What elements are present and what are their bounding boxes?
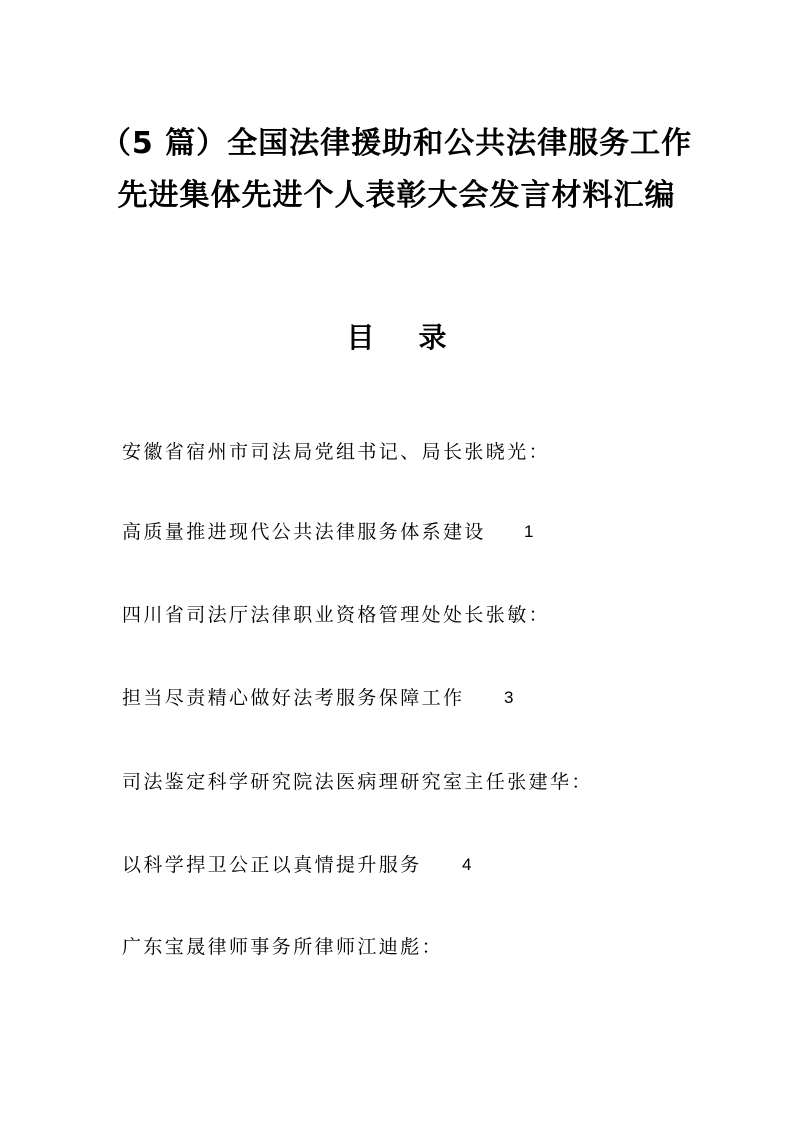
toc-speaker-1: 安徽省宿州市司法局党组书记、局长张晓光： (122, 441, 551, 463)
toc-entry-3-title: 以科学捍卫公正以真情提升服务 (122, 854, 422, 876)
toc-heading (0, 318, 793, 358)
toc-heading-right: 录 (418, 321, 447, 354)
toc-entry-1-title: 高质量推进现代公共法律服务体系建设 (122, 521, 486, 543)
toc-entry-2-page: 3 (504, 688, 514, 707)
document-title-line-1: （5 篇）全国法律援助和公共法律服务工作 (100, 126, 693, 161)
toc-heading-left: 目 (346, 321, 375, 354)
toc-entry-1-page: 1 (524, 522, 534, 541)
toc-speaker-3: 司法鉴定科学研究院法医病理研究室主任张建华： (122, 771, 593, 793)
toc-speaker-2: 四川省司法厅法律职业资格管理处处长张敏： (122, 604, 551, 626)
document-title-line-2: 先进集体先进个人表彰大会发言材料汇编 (117, 178, 676, 213)
toc-speaker-4: 广东宝晟律师事务所律师江迪彪： (122, 936, 444, 958)
toc-entry-3-page: 4 (462, 855, 472, 874)
toc-entry-2-title: 担当尽责精心做好法考服务保障工作 (122, 687, 465, 709)
